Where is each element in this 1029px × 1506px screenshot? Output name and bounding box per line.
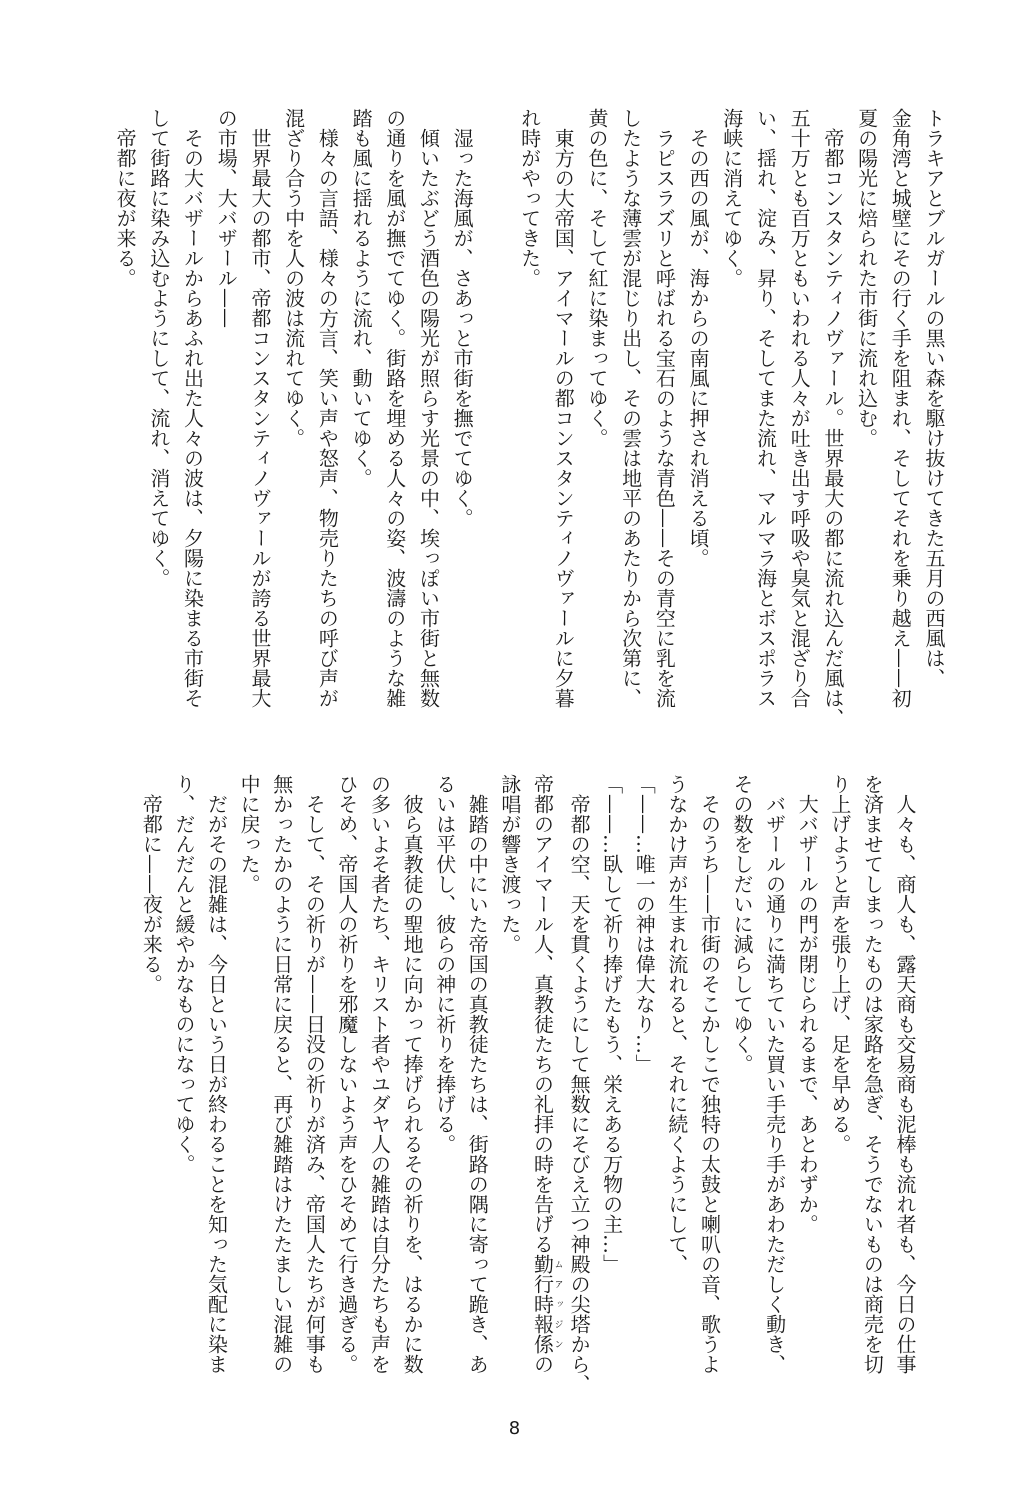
text-column [167, 774, 200, 1394]
column-text: うなかけ声が生まれ流れると、それに続くようにして、 [664, 774, 689, 1274]
text-column [714, 108, 748, 728]
column-text: 人々も、商人も、露天商も交易商も泥棒も流れ者も、今日の仕事 [893, 794, 917, 1374]
column-text: 世界最大の都市、帝都コンスタンティノヴァールが誇る世界最大 [247, 128, 272, 708]
text-column [693, 774, 726, 1394]
column-text: り、だんだんと緩やかなものになってゆく。 [171, 774, 196, 1174]
column-text: の多いよそ者たち、キリスト者やユダヤ人の雑踏は自分たちも声を [367, 774, 392, 1374]
text-column [343, 108, 377, 728]
column-text: その西の風が、海からの南風に押され消える頃。 [686, 128, 711, 568]
text-column [579, 108, 613, 728]
text-column [660, 774, 693, 1394]
text-column [883, 108, 917, 728]
upper-text-block [107, 108, 950, 728]
column-text: 踏も風に揺れるように流れ、動いてゆく。 [349, 108, 374, 488]
text-column [377, 108, 411, 728]
text-column [849, 108, 883, 728]
column-text: 中に戻った。 [237, 774, 262, 894]
column-text: 帝都のアイマール人、真教徒たちの礼拝の時を告げる [530, 774, 555, 1254]
ruby-annotation [530, 1254, 563, 1354]
column-text: 海峡に消えてゆく。 [719, 108, 744, 288]
column-text: 帝都に——夜が来る。 [139, 794, 164, 994]
column-text: ひそめ、帝国人の祈りを邪魔しないよう声をひそめて行き過ぎる。 [334, 774, 359, 1374]
column-text: 大バザールの門が閉じられるまで、あとわずか。 [795, 794, 820, 1234]
column-text: バザールの通りに満ちていた買い手売り手があわただしく動き、 [762, 794, 787, 1374]
column-text: れ時がやってきた。 [517, 108, 542, 288]
column-text: 湿った海風が、さあっと市街を撫でてゆく。 [450, 128, 475, 528]
text-column [856, 774, 889, 1394]
text-column [512, 108, 546, 728]
column-text: 彼ら真教徒の聖地に向かって捧げられるその祈りを、はるかに数 [400, 794, 425, 1374]
column-text: そのうち——市街のそこかしこで独特の太鼓と喇叭の音、歌うよ [697, 794, 722, 1374]
column-text: して街路に染み込むようにして、流れ、消えてゆく。 [146, 108, 171, 588]
text-column [562, 774, 595, 1394]
column-text: 東方の大帝国、アイマールの都コンスタンティノヴァールに夕暮 [551, 128, 576, 708]
text-column [444, 108, 478, 728]
column-text: その数をしだいに減らしてゆく。 [730, 774, 755, 1074]
column-text: を済ませてしまったものは家路を急ぎ、そうでないものは商売を切 [860, 774, 885, 1374]
column-text: したような薄雲が混じり出し、その雲は地平のあたりから次第に、 [618, 108, 643, 708]
text-column [478, 108, 512, 728]
text-column [647, 108, 681, 728]
text-column [823, 774, 856, 1394]
text-column [815, 108, 849, 728]
column-text: 黄の色に、そして紅に染まってゆく。 [584, 108, 609, 448]
column-text: 様々の言語、様々の方言、笑い声や怒声、物売りたちの呼び声が [315, 128, 340, 708]
ruby-reading: ムアッジン [552, 1254, 563, 1354]
text-column [428, 774, 461, 1394]
text-column [628, 774, 661, 1394]
text-column [209, 108, 243, 728]
column-text: ラピスラズリと呼ばれる宝石のような青色——その青空に乳を流 [652, 128, 677, 708]
column-text: るいは平伏し、彼らの神に祈りを捧げる。 [432, 774, 457, 1154]
text-column [461, 774, 494, 1394]
text-column [310, 108, 344, 728]
column-text: そして、その祈りが——日没の祈りが済み、帝国人たちが何事も [302, 794, 327, 1374]
column-text: 「——…唯一の神は偉大なり…」 [632, 774, 657, 1074]
text-column [613, 108, 647, 728]
text-column [680, 108, 714, 728]
text-column [888, 774, 921, 1394]
column-text: 五十万とも百万ともいわれる人々が吐き出す呼吸や臭気と混ざり合 [787, 108, 812, 708]
text-column [725, 774, 758, 1394]
text-column [595, 774, 628, 1394]
text-column [265, 774, 298, 1394]
text-column [107, 108, 141, 728]
column-text: の通りを風が撫でてゆく。街路を埋める人々の姿、波濤のような雑 [382, 108, 407, 708]
text-column [200, 774, 233, 1394]
text-column [276, 108, 310, 728]
text-column [175, 108, 209, 728]
text-column [298, 774, 331, 1394]
column-text: 無かったかのように日常に戻ると、再び雑踏はけたたましい混雑の [269, 774, 294, 1374]
lower-text-block [135, 774, 921, 1394]
text-column [411, 108, 445, 728]
text-column [758, 774, 791, 1394]
text-column [396, 774, 429, 1394]
text-column [233, 774, 266, 1394]
column-text: り上げようと声を張り上げ、足を早める。 [827, 774, 852, 1154]
column-text: 帝都コンスタンティノヴァール。世界最大の都に流れ込んだ風は、 [820, 128, 845, 728]
column-text: 傾いたぶどう酒色の陽光が照らす光景の中、埃っぽい市街と無数 [416, 128, 441, 708]
text-column [363, 774, 396, 1394]
column-text: 詠唱が響き渡った。 [497, 774, 522, 954]
column-text: トラキアとブルガールの黒い森を駆け抜けてきた五月の西風は、 [922, 108, 946, 688]
text-column [330, 774, 363, 1394]
text-column [546, 108, 580, 728]
column-text: 雑踏の中にいた帝国の真教徒たちは、街路の隅に寄って跪き、あ [465, 794, 490, 1374]
column-text: の市場、大バザール—— [214, 108, 239, 328]
column-text: 帝都の空、天を貫くようにして無数にそびえ立つ神殿の尖塔から、 [567, 794, 592, 1394]
column-text: 夏の陽光に焙られた市街に流れ込む。 [854, 108, 879, 448]
column-text: 混ざり合う中を人の波は流れてゆく。 [281, 108, 306, 448]
ruby-base: 勤行時報係 [530, 1254, 555, 1354]
text-column [135, 774, 168, 1394]
text-column [242, 108, 276, 728]
column-text-after: の [530, 1354, 555, 1374]
column-text: だがその混雑は、今日という日が終わることを知った気配に染ま [204, 794, 229, 1374]
text-column [141, 108, 175, 728]
text-column [781, 108, 815, 728]
column-text: その大バザールからあふれ出た人々の波は、夕陽に染まる市街そ [180, 128, 205, 708]
text-column [748, 108, 782, 728]
text-column [916, 108, 950, 728]
text-column [493, 774, 526, 1394]
column-text: 帝都に夜が来る。 [113, 128, 138, 288]
column-text: 金角湾と城壁にその行く手を阻まれ、そしてそれを乗り越え——初 [888, 108, 913, 708]
text-column [791, 774, 824, 1394]
text-column [526, 774, 563, 1394]
column-text: い、揺れ、淀み、昇り、そしてまた流れ、マルマラ海とボスポラス [753, 108, 778, 708]
column-text: 「——…臥して祈り捧げたもう、栄えある万物の主…」 [599, 774, 624, 1274]
page-number: 8 [508, 1418, 521, 1439]
